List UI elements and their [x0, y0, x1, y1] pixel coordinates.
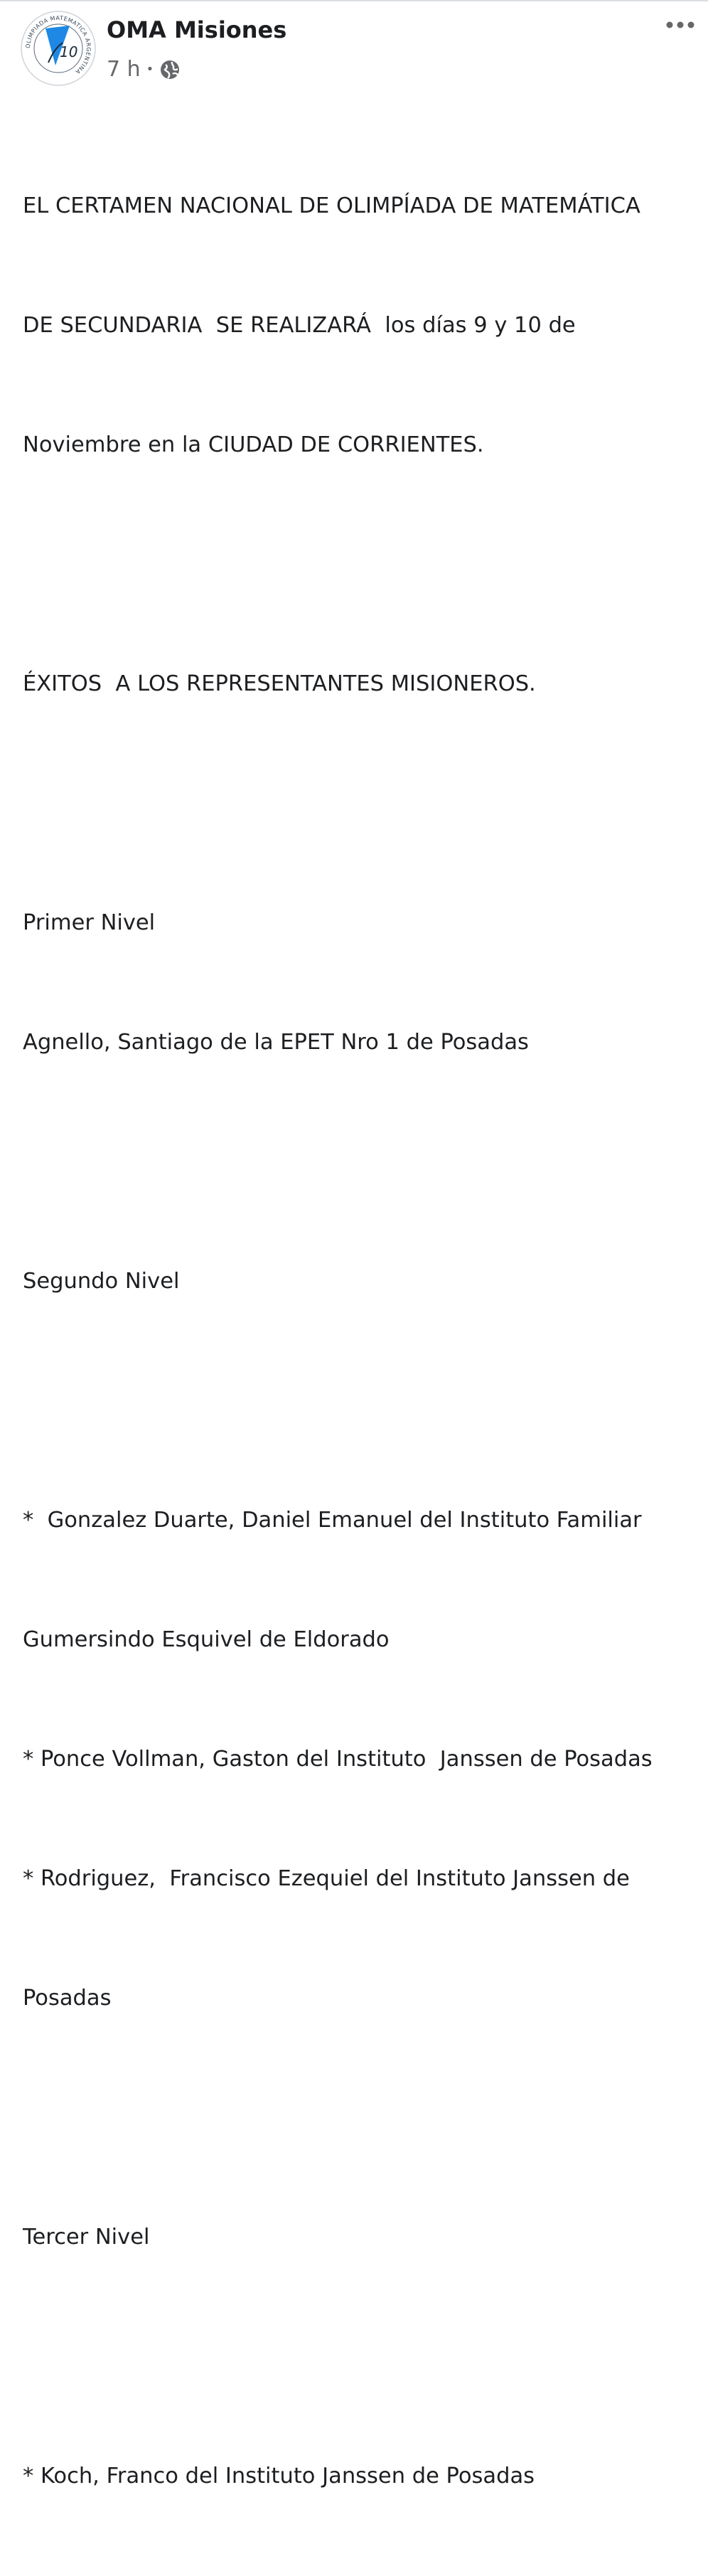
post-line	[23, 2098, 708, 2138]
post-line: Segundo Nivel	[23, 1269, 180, 1294]
post-header	[0, 0, 708, 92]
post-line	[23, 1381, 708, 1421]
avatar[interactable]	[20, 10, 97, 87]
post-line: Posadas	[23, 1986, 112, 2011]
post-line	[23, 1142, 708, 1182]
post-line: Primer Nivel	[23, 910, 156, 935]
post-line: ÉXITOS A LOS REPRESENTANTES MISIONEROS.	[23, 671, 536, 696]
post-line: Tercer Nivel	[23, 2225, 150, 2250]
post-line: * Rodriguez, Francisco Ezequiel del Instituto Janssen de	[23, 1866, 630, 1891]
post-line: * Koch, Franco del Instituto Janssen de Posadas	[23, 2464, 535, 2489]
post-meta	[107, 57, 181, 83]
avatar-logo-text: 10	[60, 43, 78, 60]
post-body	[23, 107, 708, 2576]
post-line: Agnello, Santiago de la EPET Nro 1 de Posadas	[23, 1030, 529, 1055]
page-name-link[interactable]: OMA Misiones	[107, 16, 287, 43]
post-line	[23, 784, 708, 824]
post-line	[23, 2337, 708, 2377]
post-timestamp[interactable]: 7 h	[107, 57, 141, 82]
post-line: * Ponce Vollman, Gaston del Instituto Janssen de Posadas	[23, 1747, 653, 1772]
more-options-button[interactable]	[661, 14, 699, 36]
meta-separator: •	[146, 62, 154, 77]
post-line: DE SECUNDARIA SE REALIZARÁ los días 9 y 10 de	[23, 313, 576, 338]
post-line	[23, 545, 708, 585]
post-line: Noviembre en la CIUDAD DE CORRIENTES.	[23, 432, 484, 457]
more-dots-icon	[665, 21, 695, 29]
post-line: EL CERTAMEN NACIONAL DE OLIMPÍADA DE MATEMÁTICA	[23, 193, 640, 218]
olympiad-logo-icon	[20, 10, 97, 87]
post-line: * Gonzalez Duarte, Daniel Emanuel del Instituto Familiar	[23, 1508, 642, 1533]
post-line: Gumersindo Esquivel de Eldorado	[23, 1627, 390, 1652]
avatar-ring-text: OLIMPIADA MATEMATICA ARGENTINA	[24, 14, 92, 75]
globe-icon[interactable]	[159, 59, 181, 80]
